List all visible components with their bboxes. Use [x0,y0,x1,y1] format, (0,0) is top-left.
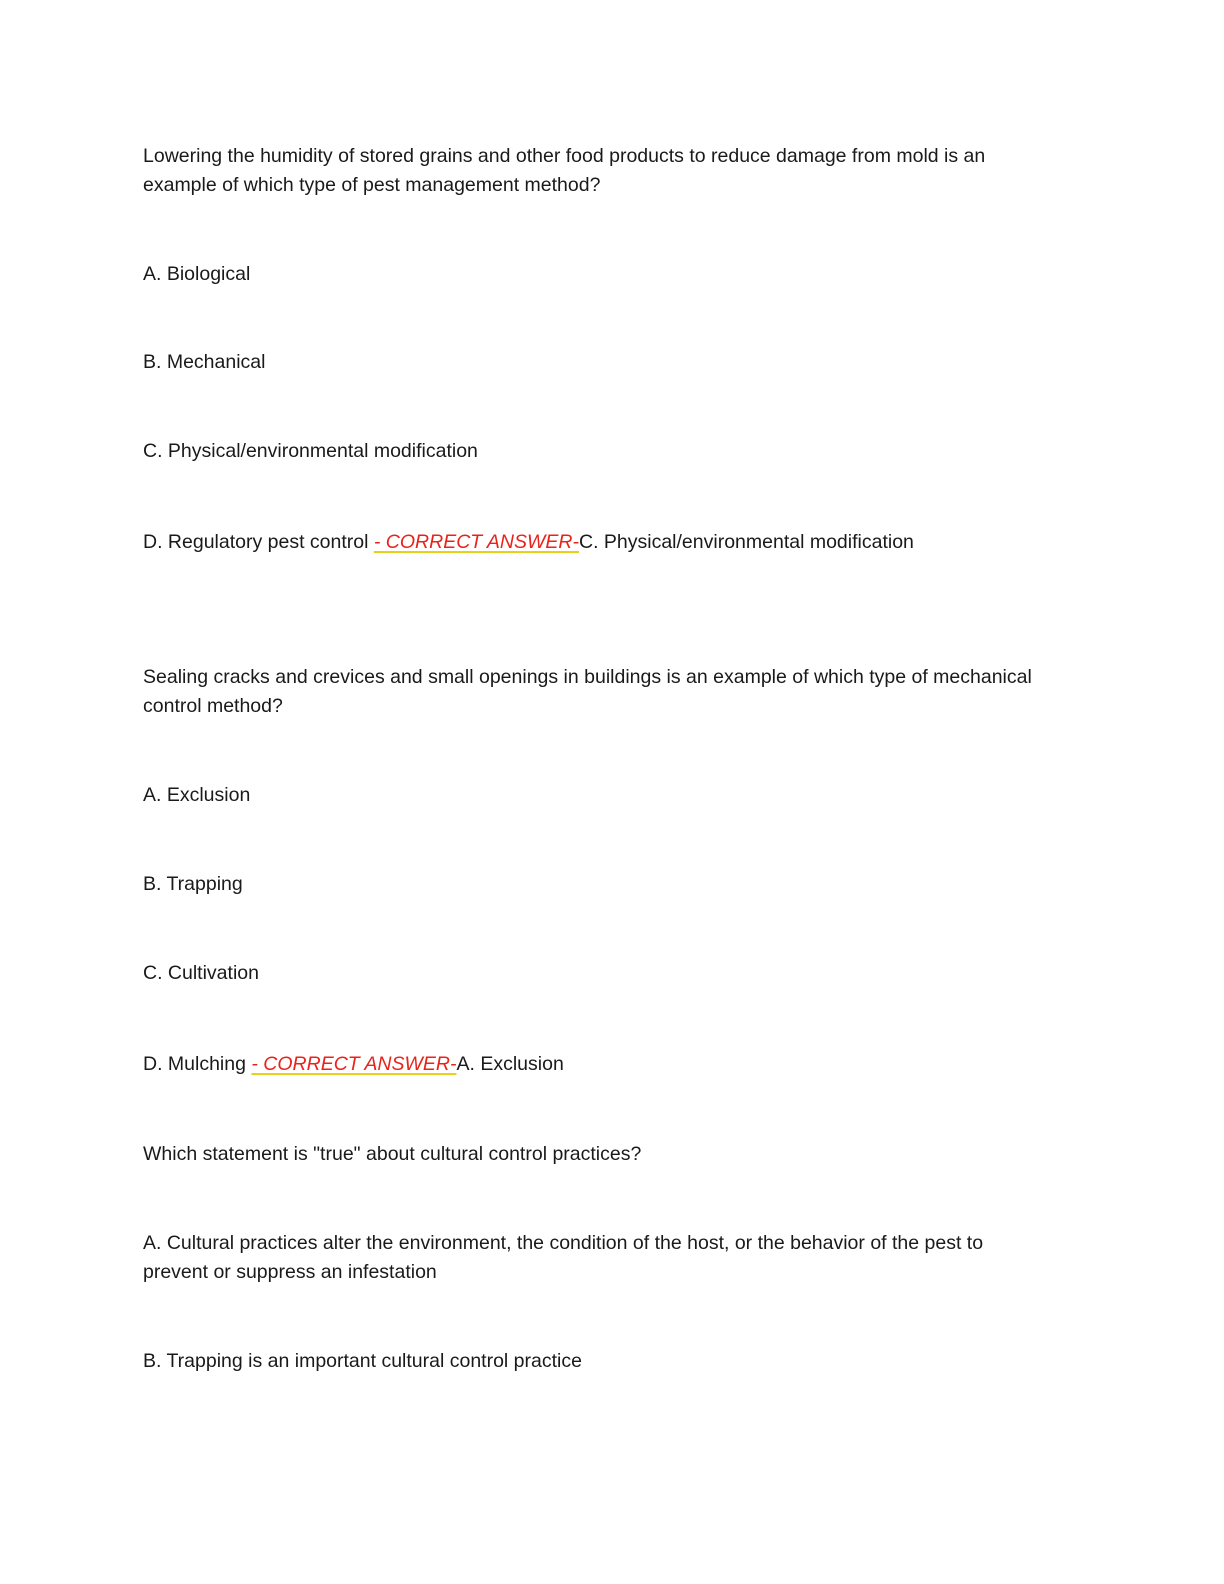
q2-option-c: C. Cultivation [143,962,259,984]
q1-option-d: D. Regulatory pest control [143,531,369,553]
q1-option-d-row [143,528,914,557]
q2-option-a: A. Exclusion [143,784,251,806]
q2-option-d-row [143,1050,564,1079]
q3-option-a-cont: prevent or suppress an infestation [143,1261,437,1283]
q1-correct-answer: C. Physical/environmental modification [578,531,914,553]
question-3-text: Which statement is "true" about cultural control practices? [143,1143,642,1165]
question-2-text: Sealing cracks and crevices and small openings in buildings is an example of which type of mechanical [143,666,1032,688]
q2-correct-answer-marker: - CORRECT ANSWER- [251,1053,457,1075]
q1-correct-answer-marker: - CORRECT ANSWER- [373,531,579,553]
q1-option-b: B. Mechanical [143,351,266,373]
q2-correct-answer: A. Exclusion [456,1053,564,1075]
q2-option-d: D. Mulching [143,1053,246,1075]
q1-option-c: C. Physical/environmental modification [143,440,478,462]
question-1-text-cont: example of which type of pest management method? [143,174,601,196]
question-1-text: Lowering the humidity of stored grains and other food products to reduce damage from mold is an [143,145,986,167]
q3-option-a: A. Cultural practices alter the environment, the condition of the host, or the behavior of the pest to [143,1232,984,1254]
q1-option-a: A. Biological [143,263,251,285]
question-2-text-cont: control method? [143,695,283,717]
q2-option-b: B. Trapping [143,873,243,895]
q3-option-b: B. Trapping is an important cultural control practice [143,1350,582,1372]
